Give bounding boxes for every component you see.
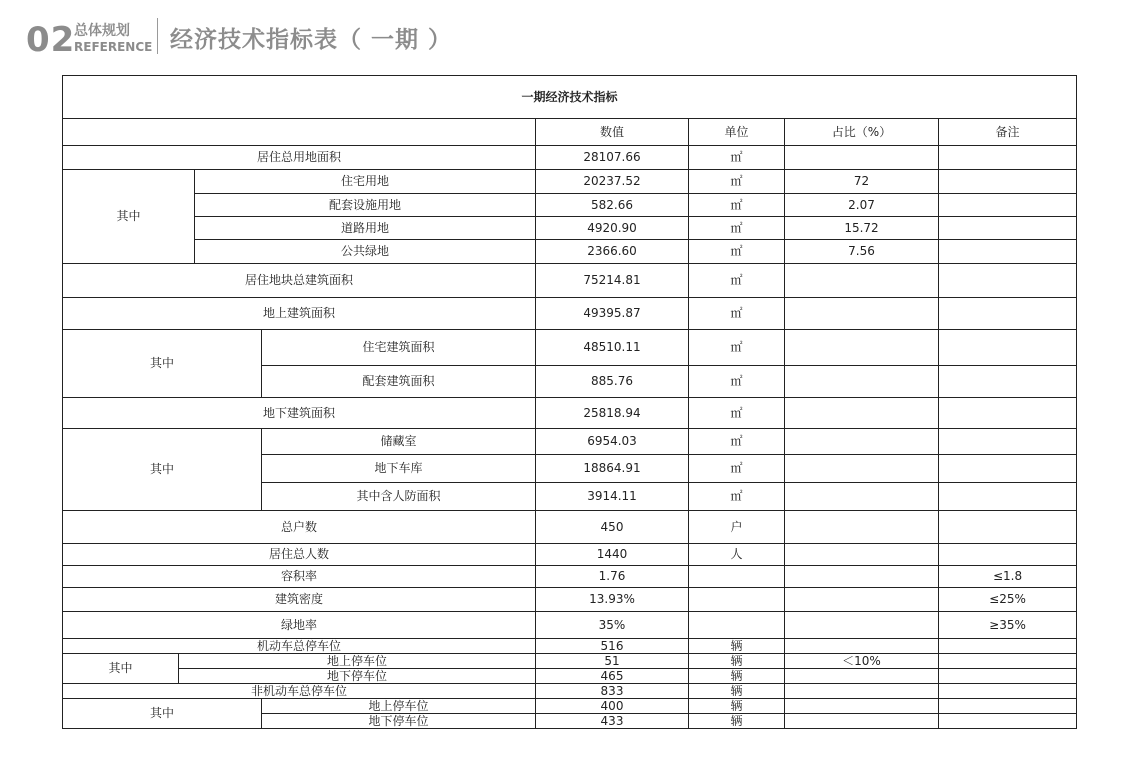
- row-label: 道路用地: [195, 217, 536, 240]
- row-value: 51: [536, 654, 689, 669]
- row-value: 433: [536, 714, 689, 729]
- row-value: 35%: [536, 612, 689, 639]
- row-label: 绿地率: [63, 612, 536, 639]
- row-value: 6954.03: [536, 429, 689, 455]
- row-ratio: 72: [785, 170, 939, 194]
- table-row: [63, 669, 1077, 684]
- row-ratio: [785, 330, 939, 366]
- row-note: ≥35%: [939, 612, 1077, 639]
- table-caption: 一期经济技术指标: [63, 76, 1077, 119]
- table-row: [63, 194, 1077, 217]
- row-value: 3914.11: [536, 483, 689, 511]
- row-note: ≤25%: [939, 588, 1077, 612]
- row-group-label: 其中: [63, 170, 195, 264]
- row-unit: [689, 588, 785, 612]
- table-row: [63, 217, 1077, 240]
- row-label: 非机动车总停车位: [63, 684, 536, 699]
- row-label: 居住地块总建筑面积: [63, 264, 536, 298]
- row-ratio: [785, 714, 939, 729]
- row-value: 75214.81: [536, 264, 689, 298]
- header-ratio: 占比（%）: [785, 119, 939, 146]
- row-label: 居住总人数: [63, 544, 536, 566]
- table-row: [63, 566, 1077, 588]
- row-value: 833: [536, 684, 689, 699]
- row-value: 2366.60: [536, 240, 689, 264]
- row-note: [939, 366, 1077, 398]
- header-blank: [63, 119, 536, 146]
- row-unit: 人: [689, 544, 785, 566]
- row-unit: ㎡: [689, 240, 785, 264]
- row-label: 配套建筑面积: [262, 366, 536, 398]
- row-unit: 辆: [689, 684, 785, 699]
- table-row: [63, 639, 1077, 654]
- row-note: [939, 511, 1077, 544]
- section-name-en: REFERENCE: [74, 40, 153, 54]
- row-unit: 户: [689, 511, 785, 544]
- row-note: [939, 194, 1077, 217]
- row-unit: ㎡: [689, 366, 785, 398]
- row-label: 地下建筑面积: [63, 398, 536, 429]
- page-title: 经济技术指标表（ 一期 ）: [170, 27, 453, 53]
- row-note: [939, 298, 1077, 330]
- row-ratio: [785, 398, 939, 429]
- table-row: [63, 511, 1077, 544]
- row-ratio: [785, 669, 939, 684]
- row-note: [939, 544, 1077, 566]
- row-ratio: ＜10%: [785, 654, 939, 669]
- row-value: 48510.11: [536, 330, 689, 366]
- table-row: [63, 298, 1077, 330]
- row-ratio: 15.72: [785, 217, 939, 240]
- table-row: [63, 146, 1077, 170]
- row-label: 容积率: [63, 566, 536, 588]
- row-value: 28107.66: [536, 146, 689, 170]
- row-unit: ㎡: [689, 455, 785, 483]
- table-row: [63, 684, 1077, 699]
- row-ratio: [785, 146, 939, 170]
- row-unit: [689, 566, 785, 588]
- row-value: 885.76: [536, 366, 689, 398]
- row-label: 居住总用地面积: [63, 146, 536, 170]
- row-ratio: [785, 455, 939, 483]
- row-label: 地下停车位: [179, 669, 536, 684]
- row-group-label: 其中: [63, 654, 179, 684]
- row-value: 49395.87: [536, 298, 689, 330]
- row-label: 配套设施用地: [195, 194, 536, 217]
- row-unit: ㎡: [689, 264, 785, 298]
- header-note: 备注: [939, 119, 1077, 146]
- row-value: 1.76: [536, 566, 689, 588]
- section-number: 02: [26, 20, 76, 60]
- table-row: [63, 170, 1077, 194]
- row-value: 465: [536, 669, 689, 684]
- row-ratio: [785, 566, 939, 588]
- row-unit: ㎡: [689, 330, 785, 366]
- row-value: 582.66: [536, 194, 689, 217]
- table-row: [63, 429, 1077, 455]
- table-row: [63, 612, 1077, 639]
- row-note: [939, 639, 1077, 654]
- row-group-label: 其中: [63, 429, 262, 511]
- row-note: [939, 146, 1077, 170]
- row-unit: ㎡: [689, 217, 785, 240]
- row-unit: ㎡: [689, 398, 785, 429]
- row-label: 总户数: [63, 511, 536, 544]
- row-value: 516: [536, 639, 689, 654]
- row-unit: ㎡: [689, 429, 785, 455]
- table-row: [63, 654, 1077, 669]
- row-label: 地上建筑面积: [63, 298, 536, 330]
- row-label: 地下停车位: [262, 714, 536, 729]
- row-unit: ㎡: [689, 146, 785, 170]
- row-note: ≤1.8: [939, 566, 1077, 588]
- row-value: 1440: [536, 544, 689, 566]
- row-ratio: [785, 366, 939, 398]
- row-note: [939, 455, 1077, 483]
- row-label: 建筑密度: [63, 588, 536, 612]
- row-ratio: [785, 684, 939, 699]
- row-note: [939, 217, 1077, 240]
- row-note: [939, 483, 1077, 511]
- table-row: [63, 544, 1077, 566]
- header-divider: [157, 18, 158, 54]
- row-unit: ㎡: [689, 483, 785, 511]
- row-note: [939, 714, 1077, 729]
- indicator-table: [62, 75, 1077, 729]
- table-row: [63, 699, 1077, 714]
- header-value: 数值: [536, 119, 689, 146]
- row-ratio: [785, 298, 939, 330]
- row-value: 13.93%: [536, 588, 689, 612]
- row-ratio: 7.56: [785, 240, 939, 264]
- header-unit: 单位: [689, 119, 785, 146]
- row-value: 4920.90: [536, 217, 689, 240]
- row-label: 住宅用地: [195, 170, 536, 194]
- row-note: [939, 170, 1077, 194]
- row-unit: 辆: [689, 699, 785, 714]
- row-ratio: 2.07: [785, 194, 939, 217]
- row-unit: [689, 612, 785, 639]
- table-row: [63, 264, 1077, 298]
- table-row: [63, 588, 1077, 612]
- row-ratio: [785, 483, 939, 511]
- row-note: [939, 330, 1077, 366]
- row-note: [939, 669, 1077, 684]
- row-ratio: [785, 612, 939, 639]
- row-note: [939, 684, 1077, 699]
- row-label: 储藏室: [262, 429, 536, 455]
- section-name: 总体规划: [74, 23, 130, 39]
- table-row: [63, 240, 1077, 264]
- row-note: [939, 398, 1077, 429]
- row-value: 18864.91: [536, 455, 689, 483]
- row-unit: ㎡: [689, 298, 785, 330]
- row-value: 400: [536, 699, 689, 714]
- row-group-label: 其中: [63, 330, 262, 398]
- row-unit: 辆: [689, 714, 785, 729]
- row-label: 公共绿地: [195, 240, 536, 264]
- row-group-label: 其中: [63, 699, 262, 729]
- row-ratio: [785, 588, 939, 612]
- row-unit: ㎡: [689, 194, 785, 217]
- row-note: [939, 654, 1077, 669]
- row-ratio: [785, 264, 939, 298]
- header-row: [63, 119, 1077, 146]
- row-note: [939, 429, 1077, 455]
- row-label: 地上停车位: [262, 699, 536, 714]
- row-value: 450: [536, 511, 689, 544]
- row-label: 住宅建筑面积: [262, 330, 536, 366]
- row-note: [939, 264, 1077, 298]
- row-value: 20237.52: [536, 170, 689, 194]
- row-ratio: [785, 699, 939, 714]
- row-label: 地下车库: [262, 455, 536, 483]
- row-ratio: [785, 544, 939, 566]
- row-ratio: [785, 639, 939, 654]
- table-row: [63, 330, 1077, 366]
- row-unit: 辆: [689, 654, 785, 669]
- row-ratio: [785, 511, 939, 544]
- row-label: 地上停车位: [179, 654, 536, 669]
- table-row: [63, 398, 1077, 429]
- row-value: 25818.94: [536, 398, 689, 429]
- row-unit: 辆: [689, 669, 785, 684]
- row-label: 其中含人防面积: [262, 483, 536, 511]
- row-label: 机动车总停车位: [63, 639, 536, 654]
- row-note: [939, 240, 1077, 264]
- row-unit: ㎡: [689, 170, 785, 194]
- row-ratio: [785, 429, 939, 455]
- row-unit: 辆: [689, 639, 785, 654]
- row-note: [939, 699, 1077, 714]
